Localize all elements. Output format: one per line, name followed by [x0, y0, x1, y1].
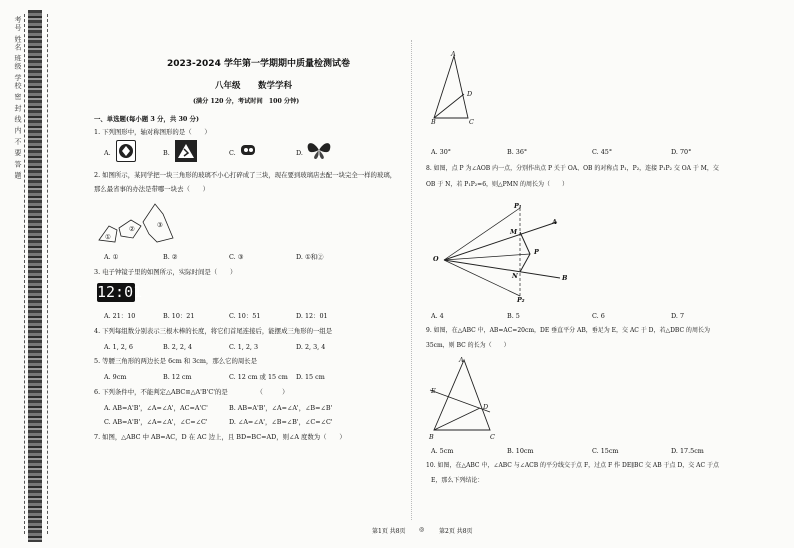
q8-option-b: B. 5 [507, 312, 520, 320]
q4-option-d: D. 2, 3, 4 [296, 343, 326, 351]
q9-label-a: A [459, 356, 464, 364]
q8-angle-figure [432, 196, 582, 300]
q3-option-a: A. 21：10 [104, 312, 136, 320]
q7-label-b: B [431, 118, 436, 126]
q1-option-d: D. [296, 149, 303, 157]
q6-option-b: B. AB=A'B'，∠A=∠A'，∠B=∠B' [229, 404, 333, 412]
q9-option-c: C. 15cm [592, 447, 619, 455]
q9-option-b: B. 10cm [507, 447, 534, 455]
footer-separator: ◎ [419, 526, 425, 533]
q5-option-c: C. 12 cm 或 15 cm [229, 373, 288, 381]
piece-label-3: ③ [157, 221, 163, 229]
q3-option-b: B. 10：21 [163, 312, 195, 320]
exam-note: (满分 120 分，考试时间 100 分钟) [193, 98, 300, 105]
q9-label-e: E [431, 387, 436, 395]
q2-stem-cont: 那么最省事的办法是带哪一块去（ ） [94, 185, 210, 193]
q1-option-b: B. [163, 149, 170, 157]
q9-option-a: A. 5cm [431, 447, 454, 455]
q5-option-b: B. 12 cm [163, 373, 192, 381]
q7-label-c: C [469, 118, 474, 126]
q1-option-c: C. [229, 149, 236, 157]
piece-label-2: ② [129, 225, 135, 233]
q2-stem: 2. 如图所示，某同学把一块三角形的玻璃不小心打碎成了三块，现在要到玻璃店去配一块完全一样的玻璃， [94, 171, 397, 179]
q2-option-b: B. ② [163, 253, 178, 261]
q4-option-a: A. 1, 2, 6 [104, 343, 134, 351]
q7-stem: 7. 如图，△ABC 中 AB=AC，D 在 AC 边上，且 BD=BC=AD，则∠A 度数为（ ） [94, 433, 346, 441]
q7-label-a: A [451, 50, 456, 58]
q8-stem-cont: OB 于 N，若 P₁P₂=6，则△PMN 的周长为（ ） [426, 181, 568, 188]
q6-option-d: D. ∠A=∠A'，∠B=∠B'，∠C=∠C' [229, 418, 333, 426]
q3-option-d: D. 12：01 [296, 312, 328, 320]
q1-stem: 1. 下列图形中，轴对称图形的是（ ） [94, 128, 211, 136]
q4-option-b: B. 2, 2, 4 [163, 343, 193, 351]
section-heading: 一、单选题(每小题 3 分，共 30 分) [94, 115, 199, 123]
q8-label-p2: P₂ [517, 296, 525, 304]
q4-option-c: C. 1, 2, 3 [229, 343, 259, 351]
page-divider [411, 40, 412, 520]
q2-option-a: A. ① [104, 253, 119, 261]
q7-label-d: D [467, 90, 473, 98]
q6-option-a: A. AB=A'B'，∠A=∠A'，AC=A'C' [104, 404, 208, 412]
q5-option-a: A. 9cm [104, 373, 127, 381]
q8-label-n: N [512, 272, 518, 280]
subject-label: 数学学科 [258, 81, 293, 91]
q2-option-c: C. ③ [229, 253, 244, 261]
q7-triangle-figure [424, 48, 484, 128]
q8-stem: 8. 如图，点 P 为∠AOB 内一点，分别作出点 P 关于 OA、OB 的对称点 P₁，P₂，连接 P₁P₂ 交 OA 于 M，交 [426, 165, 719, 172]
piece-label-1: ① [105, 233, 111, 241]
q5-option-d: D. 15 cm [296, 373, 325, 381]
q8-label-o: O [433, 255, 439, 263]
q8-option-d: D. 7 [671, 312, 685, 320]
q4-stem: 4. 下列每组数分别表示三根木棒的长度，将它们首尾连接后，能摆成三角形的一组是 [94, 327, 333, 335]
q9-label-b: B [429, 433, 434, 441]
q9-label-d: D [483, 403, 489, 411]
q7-option-d: D. 70° [671, 148, 692, 156]
q3-option-c: C. 10：51 [229, 312, 261, 320]
q10-stem-cont: E，那么下列结论： [431, 477, 484, 484]
q8-option-a: A. 4 [431, 312, 444, 320]
footer-page-right: 第2页 共8页 [439, 528, 473, 535]
warning-triangle-icon [175, 140, 197, 162]
grade-label: 八年级 [215, 81, 241, 91]
q8-label-p: P [534, 248, 539, 256]
seal-line-right [47, 14, 52, 534]
mirror-clock-display: 12:01 [97, 283, 143, 301]
q9-triangle-figure [428, 354, 508, 440]
exam-title: 2023-2024 学年第一学期期中质量检测试卷 [167, 59, 350, 69]
binding-strip [28, 10, 42, 542]
q7-option-c: C. 45° [592, 148, 613, 156]
q9-option-d: D. 17.5cm [671, 447, 704, 455]
recycle-logo-icon [116, 140, 136, 162]
q6-stem: 6. 下列条件中，不能判定△ABC≌△A'B'C'的是 （ ） [94, 388, 289, 396]
q7-option-b: B. 36° [507, 148, 528, 156]
q10-stem: 10. 如图，在△ABC 中，∠ABC 与∠ACB 的平分线交于点 F，过点 F 作 DE∥BC 交 AB 于点 D，交 AC 于点 [426, 462, 720, 469]
q8-label-b: B [562, 274, 568, 282]
q9-stem: 9. 如图，在△ABC 中，AB=AC=20cm，DE 垂直平分 AB，垂足为 E，交 AC 于 D，若△DBC 的周长为 [426, 327, 710, 334]
q9-label-c: C [490, 433, 495, 441]
q8-label-p1: P₁ [514, 202, 522, 210]
butterfly-icon [306, 140, 332, 160]
footer-page-left: 第1页 共8页 [372, 528, 406, 535]
q9-stem-cont: 35cm，则 BC 的长为（ ） [426, 342, 510, 349]
q2-option-d: D. ①和② [296, 253, 324, 261]
q6-option-c: C. AB=A'B'，∠A=∠A'，∠C=∠C' [104, 418, 208, 426]
binding-text: 考号 姓名 班级 学校 密 封 线 内 不 要 答 题 [14, 16, 22, 180]
q8-label-m: M [510, 228, 518, 236]
pattern-glyph-icon [240, 142, 256, 158]
q3-stem: 3. 电子钟镜子里的如图所示，实际时间是（ ） [94, 268, 237, 276]
q8-label-a: A [552, 218, 557, 226]
q5-stem: 5. 等腰三角形的两边长是 6cm 和 3cm，那么它的周长是 [94, 357, 258, 365]
q1-option-a: A. [104, 149, 111, 157]
q7-option-a: A. 30° [431, 148, 452, 156]
q8-option-c: C. 6 [592, 312, 605, 320]
